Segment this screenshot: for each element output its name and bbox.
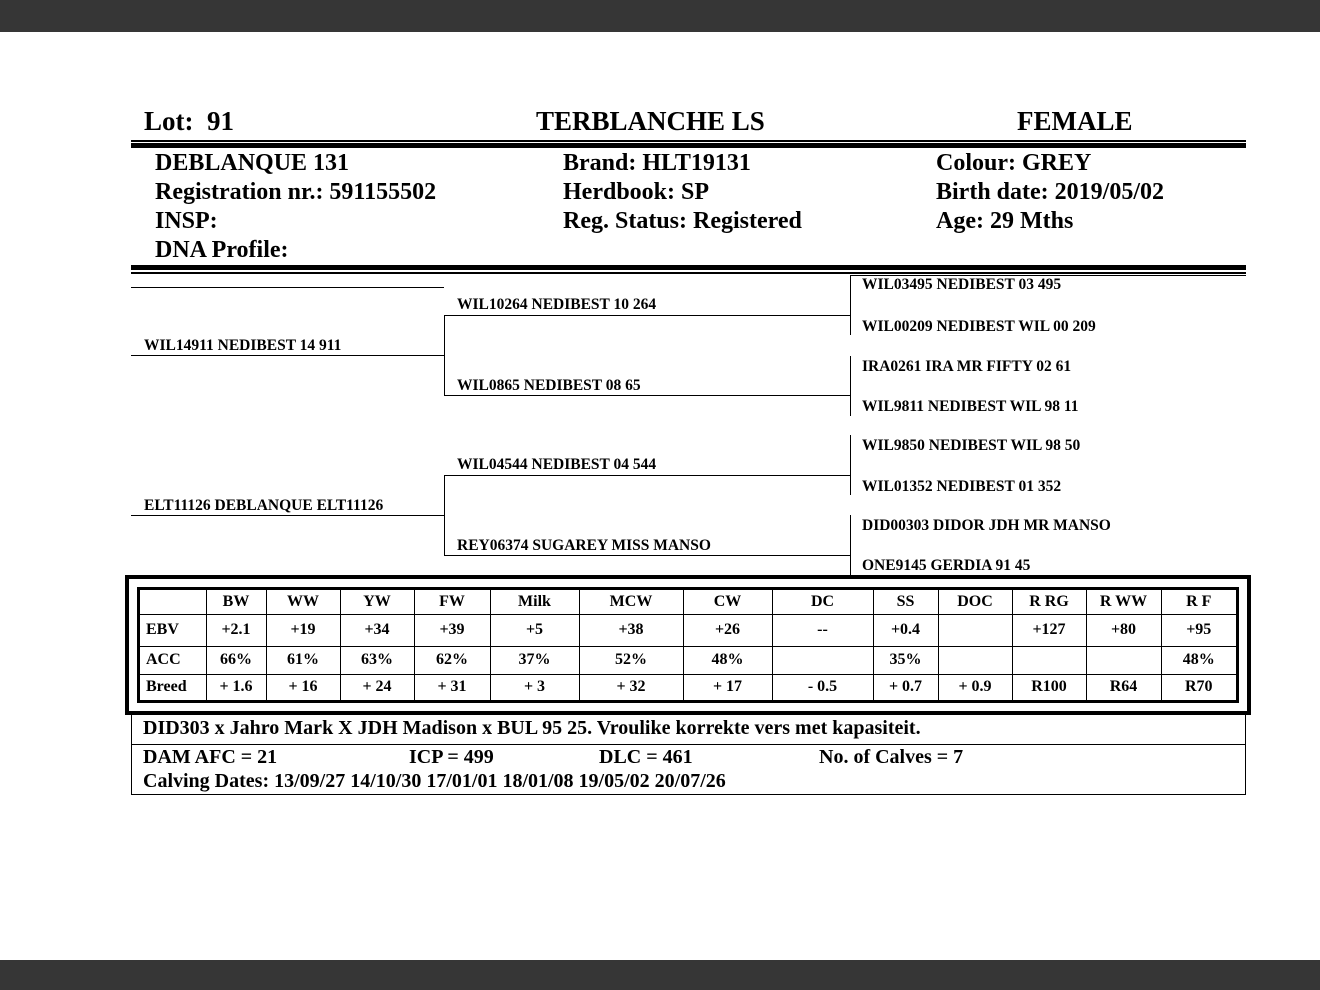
acc-cell xyxy=(772,646,873,674)
ebv-header-cell: DOC xyxy=(938,590,1012,614)
ebv-cell xyxy=(938,614,1012,646)
acc-cell: 62% xyxy=(414,646,490,674)
top-frame-bar xyxy=(0,0,1320,32)
ebv-header-cell: SS xyxy=(873,590,938,614)
ebv-cell: +19 xyxy=(266,614,340,646)
ggp-name-6: WIL01352 NEDIBEST 01 352 xyxy=(862,478,1062,495)
ebv-header-cell: CW xyxy=(683,590,772,614)
dam-bracket xyxy=(444,475,445,556)
acc-cell: 52% xyxy=(579,646,683,674)
ggp-name-1: WIL03495 NEDIBEST 03 495 xyxy=(862,276,1062,293)
ebv-header-cell: BW xyxy=(206,590,266,614)
ebv-header-cell: R F xyxy=(1161,590,1236,614)
breed-cell: + 3 xyxy=(490,674,579,700)
ebv-header-cell: MCW xyxy=(579,590,683,614)
ebv-cell: +26 xyxy=(683,614,772,646)
sire-dam-name: WIL0865 NEDIBEST 08 65 xyxy=(457,377,641,394)
ggp-name-4: WIL9811 NEDIBEST WIL 98 11 xyxy=(862,398,1079,415)
ebv-cell: +127 xyxy=(1012,614,1086,646)
details-rule-thick xyxy=(131,265,1246,270)
ebv-header-cell xyxy=(140,590,206,614)
ebv-cell: +0.4 xyxy=(873,614,938,646)
lot-number: 91 xyxy=(207,106,234,136)
ebv-table xyxy=(140,590,1236,700)
lot-label xyxy=(144,106,234,137)
breed-cell: R70 xyxy=(1161,674,1236,700)
ebv-header-cell: R RG xyxy=(1012,590,1086,614)
dam-sire-name: WIL04544 NEDIBEST 04 544 xyxy=(457,456,657,473)
ggp-name-3: IRA0261 IRA MR FIFTY 02 61 xyxy=(862,358,1072,375)
animal-comment: DID303 x Jahro Mark X JDH Madison x BUL 95 25. Vroulike korrekte vers met kapasiteit. xyxy=(143,717,921,739)
ggp-bracket-3 xyxy=(850,435,851,495)
dam-dam-name: REY06374 SUGAREY MISS MANSO xyxy=(457,537,711,554)
icp: ICP = 499 xyxy=(409,746,494,768)
acc-cell: 63% xyxy=(340,646,414,674)
sire-sire-name: WIL10264 NEDIBEST 10 264 xyxy=(457,296,657,313)
sire-sire-line xyxy=(444,315,851,316)
acc-row-label: ACC xyxy=(140,646,206,674)
breed-cell: + 17 xyxy=(683,674,772,700)
breed-cell: + 16 xyxy=(266,674,340,700)
number-of-calves: No. of Calves = 7 xyxy=(819,746,964,768)
dam-name: ELT11126 DEBLANQUE ELT11126 xyxy=(144,497,384,514)
sire-line xyxy=(131,355,445,356)
registration-status: Reg. Status: Registered xyxy=(563,208,802,234)
breed-row xyxy=(140,674,1236,700)
sex-label: FEMALE xyxy=(1017,106,1133,136)
ebv-cell: +5 xyxy=(490,614,579,646)
registration-number: Registration nr.: 591155502 xyxy=(155,179,437,205)
ebv-header-cell: DC xyxy=(772,590,873,614)
animal-name: DEBLANQUE 131 xyxy=(155,150,350,176)
insp-label: INSP: xyxy=(155,208,218,234)
ebv-cell: +39 xyxy=(414,614,490,646)
acc-cell: 37% xyxy=(490,646,579,674)
acc-cell: 66% xyxy=(206,646,266,674)
ggp-name-7: DID00303 DIDOR JDH MR MANSO xyxy=(862,517,1111,534)
acc-cell: 35% xyxy=(873,646,938,674)
breed-cell: + 24 xyxy=(340,674,414,700)
breed-cell: R64 xyxy=(1086,674,1161,700)
ebv-header-row xyxy=(140,590,1236,614)
breed-cell: - 0.5 xyxy=(772,674,873,700)
breed-row-label: Breed xyxy=(140,674,206,700)
notes-divider xyxy=(132,744,1245,745)
acc-cell: 48% xyxy=(1161,646,1236,674)
ebv-row-label: EBV xyxy=(140,614,206,646)
ggp-name-5: WIL9850 NEDIBEST WIL 98 50 xyxy=(862,437,1081,454)
ebv-header-cell: Milk xyxy=(490,590,579,614)
details-rule-thin xyxy=(131,272,1246,274)
pedigree-top-line xyxy=(131,287,444,288)
dam-line xyxy=(131,515,445,516)
acc-cell xyxy=(1012,646,1086,674)
age: Age: 29 Mths xyxy=(936,208,1074,234)
calving-dates: Calving Dates: 13/09/27 14/10/30 17/01/01 18/01/08 19/05/02 20/07/26 xyxy=(143,770,726,792)
breed-cell: + 31 xyxy=(414,674,490,700)
dam-afc: DAM AFC = 21 xyxy=(143,746,278,768)
ebv-table-inner-frame xyxy=(137,587,1239,703)
breed-cell: + 32 xyxy=(579,674,683,700)
header-rule-thick xyxy=(131,143,1246,148)
sire-dam-line xyxy=(444,395,851,396)
ebv-header-cell: FW xyxy=(414,590,490,614)
acc-cell xyxy=(1086,646,1161,674)
ebv-table-frame xyxy=(125,575,1251,715)
lot-label-text: Lot: xyxy=(144,106,194,136)
ebv-cell: +80 xyxy=(1086,614,1161,646)
ebv-header-cell: YW xyxy=(340,590,414,614)
dam-dam-line xyxy=(444,555,851,556)
ebv-cell: +95 xyxy=(1161,614,1236,646)
breed-cell: + 1.6 xyxy=(206,674,266,700)
breed-cell: + 0.7 xyxy=(873,674,938,700)
seller-name: TERBLANCHE LS xyxy=(536,106,765,136)
ebv-cell: +38 xyxy=(579,614,683,646)
dam-sire-line xyxy=(444,475,851,476)
colour: Colour: GREY xyxy=(936,150,1092,176)
breed-cell: R100 xyxy=(1012,674,1086,700)
ebv-cell: -- xyxy=(772,614,873,646)
ebv-header-cell: WW xyxy=(266,590,340,614)
dna-profile-label: DNA Profile: xyxy=(155,237,289,263)
acc-row xyxy=(140,646,1236,674)
brand: Brand: HLT19131 xyxy=(563,150,751,176)
ggp-bracket-4 xyxy=(850,515,851,575)
ebv-cell: +2.1 xyxy=(206,614,266,646)
ggp-name-2: WIL00209 NEDIBEST WIL 00 209 xyxy=(862,318,1096,335)
acc-cell xyxy=(938,646,1012,674)
header-rule-thin xyxy=(131,140,1246,142)
dlc: DLC = 461 xyxy=(599,746,693,768)
breed-cell: + 0.9 xyxy=(938,674,1012,700)
ebv-row xyxy=(140,614,1236,646)
bottom-frame-bar xyxy=(0,960,1320,990)
ebv-cell: +34 xyxy=(340,614,414,646)
sire-name: WIL14911 NEDIBEST 14 911 xyxy=(144,337,342,354)
ggp-bracket-2 xyxy=(850,356,851,416)
sire-bracket xyxy=(444,315,445,396)
acc-cell: 48% xyxy=(683,646,772,674)
acc-cell: 61% xyxy=(266,646,340,674)
ebv-header-cell: R WW xyxy=(1086,590,1161,614)
ggp-bracket-1 xyxy=(850,275,851,335)
birth-date: Birth date: 2019/05/02 xyxy=(936,179,1164,205)
ggp-name-8: ONE9145 GERDIA 91 45 xyxy=(862,557,1031,574)
herdbook: Herdbook: SP xyxy=(563,179,710,205)
